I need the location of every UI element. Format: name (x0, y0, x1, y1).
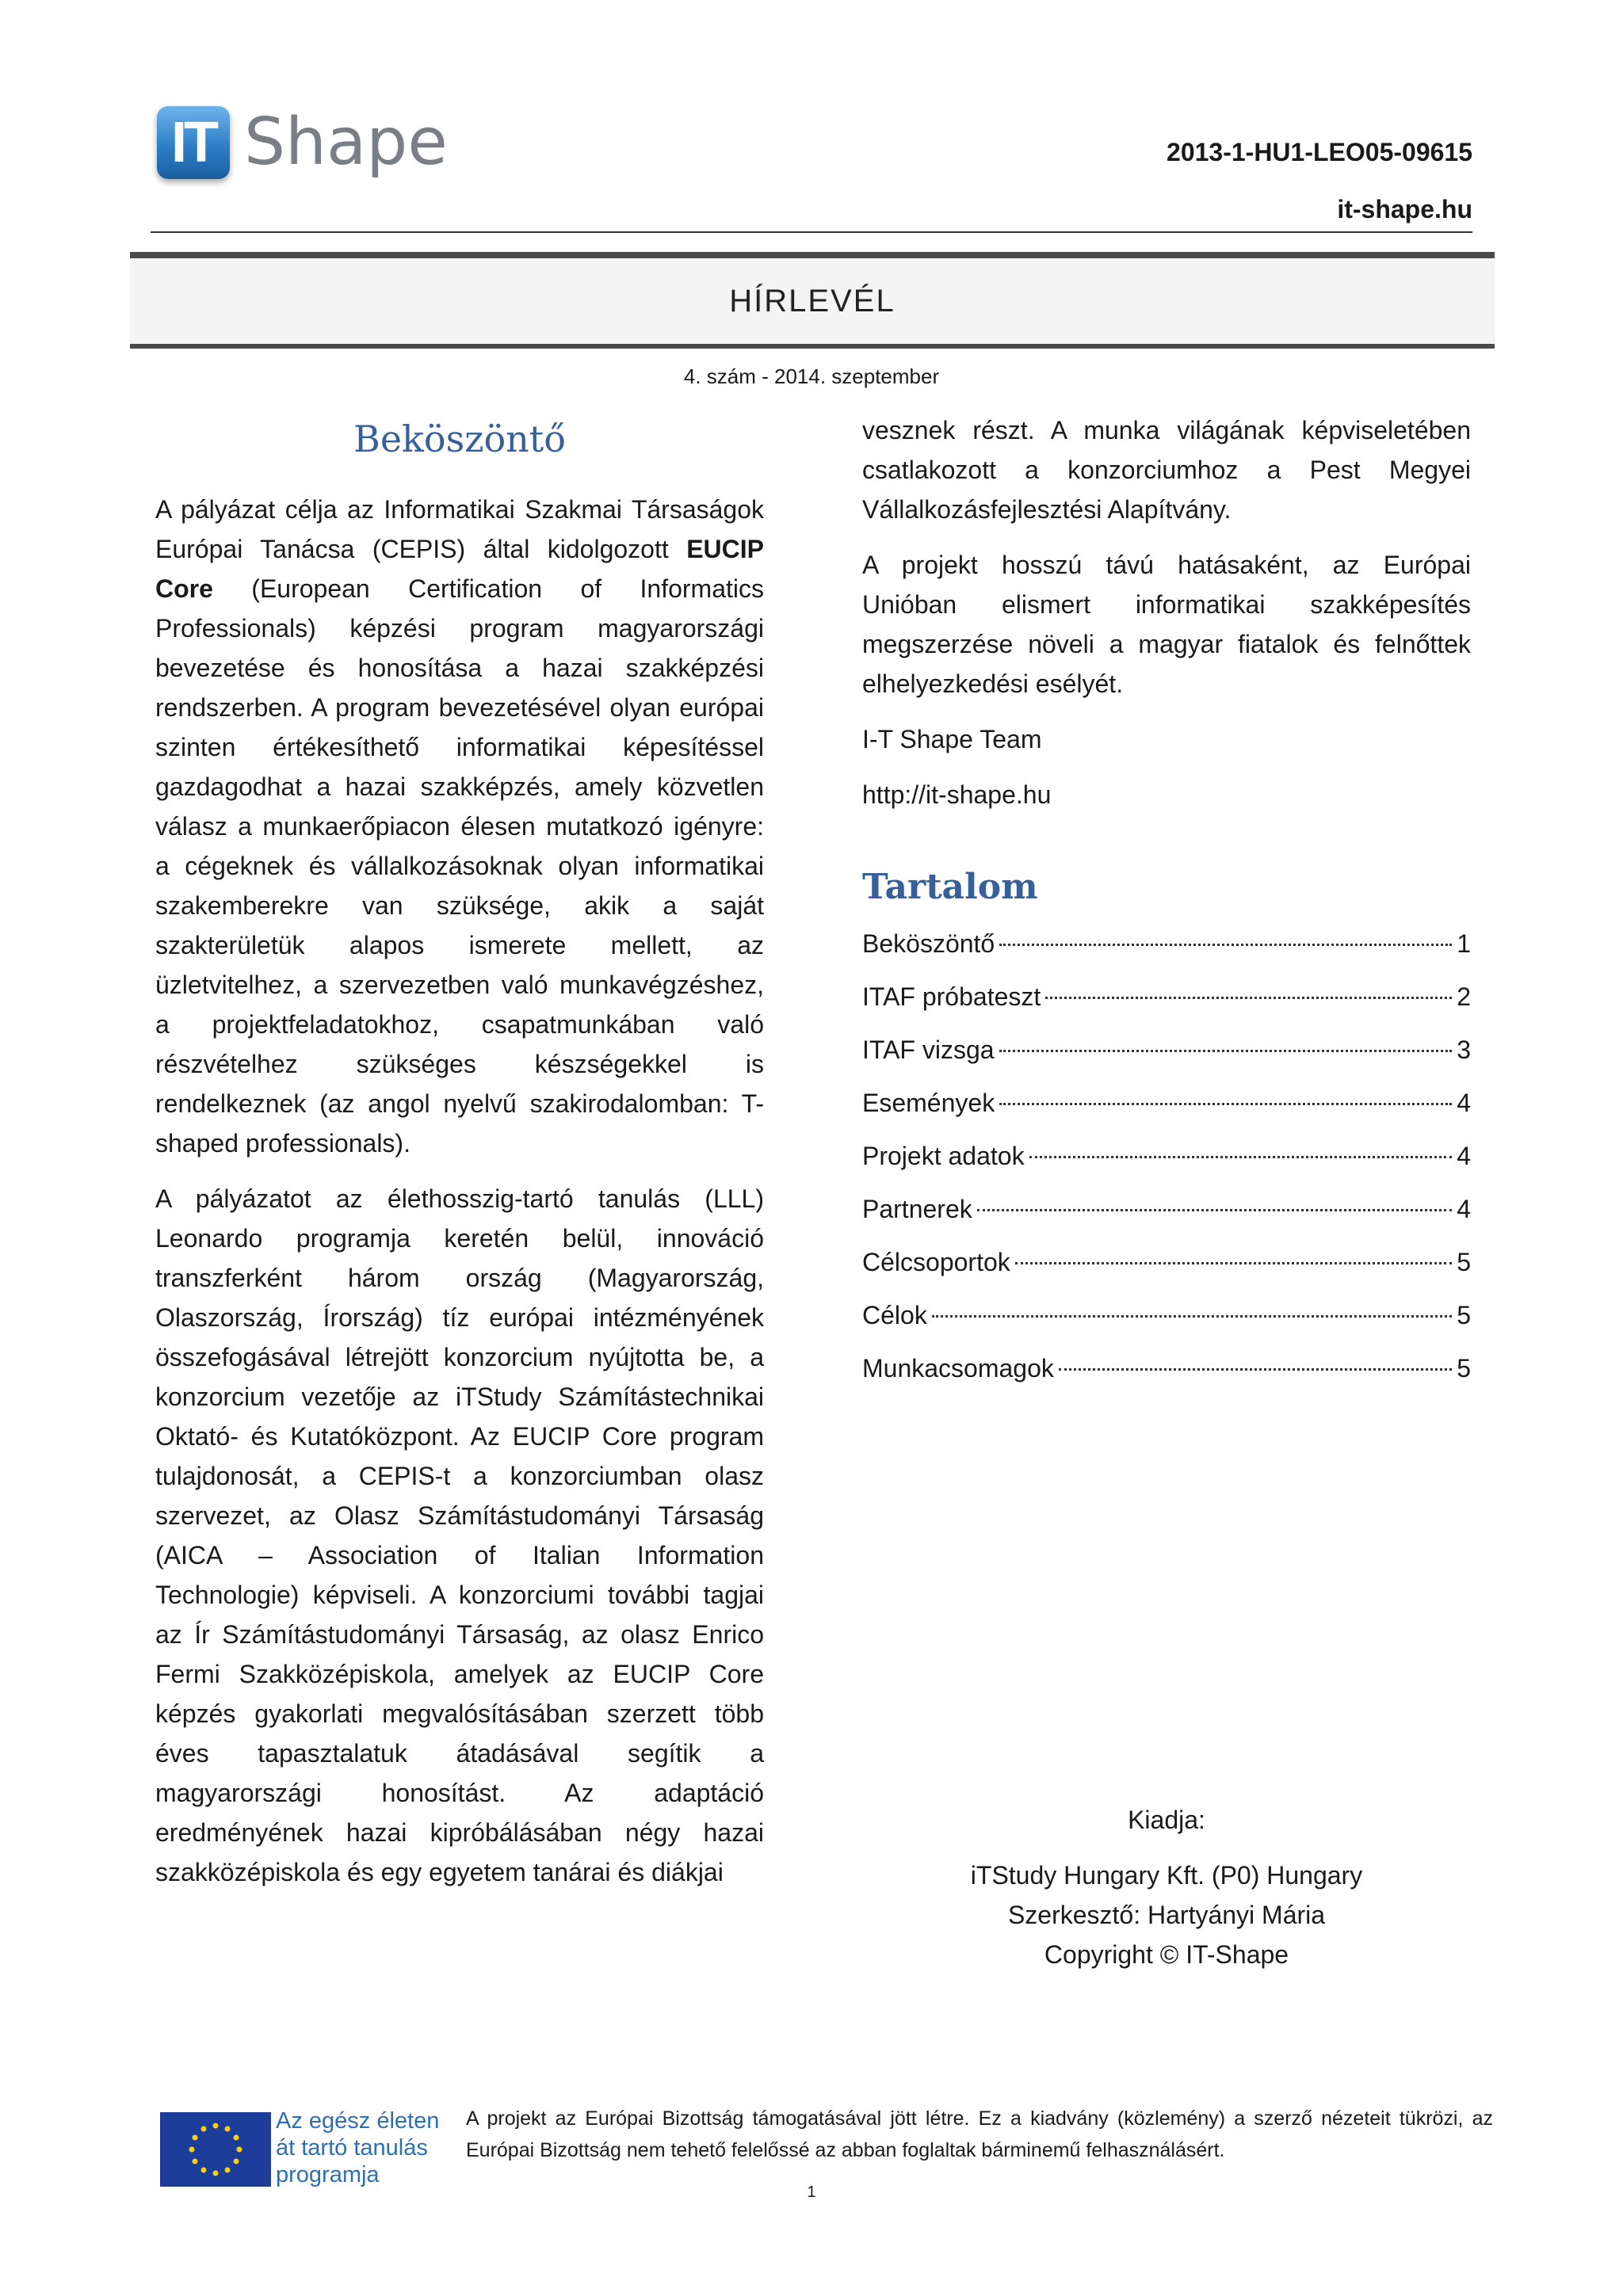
toc-entry[interactable] (862, 1183, 1471, 1236)
toc-entry-label: Beköszöntő (862, 929, 995, 958)
toc-entry[interactable] (862, 1289, 1471, 1342)
paragraph-text: A pályázat célja az Informatikai Szakmai Társaságok Európai Tanácsa (CEPIS) által kidolgozott (155, 495, 764, 563)
welcome-paragraph-1 (155, 490, 764, 1163)
right-column (862, 410, 1471, 1395)
publisher-block (862, 1800, 1471, 1974)
toc-entry-page: 5 (1457, 1354, 1471, 1383)
toc-entry-label: Célok (862, 1301, 927, 1329)
welcome-heading: Beköszöntő (353, 418, 566, 460)
team-signature: I-T Shape Team (862, 725, 1042, 753)
toc-entry-label: Munkacsomagok (862, 1354, 1054, 1383)
toc-entry-page: 2 (1457, 982, 1471, 1011)
toc-entry[interactable] (862, 917, 1471, 971)
toc-entry-page: 5 (1457, 1301, 1471, 1329)
toc-entry[interactable] (862, 971, 1471, 1024)
toc-entry-page: 4 (1457, 1089, 1471, 1117)
toc-entry-label: Célcsoportok (862, 1248, 1010, 1276)
lifelong-learning-programme-logo (276, 2107, 439, 2188)
toc-entry-label: ITAF próbateszt (862, 982, 1041, 1011)
toc-entry-label: Projekt adatok (862, 1142, 1025, 1170)
toc-leader (999, 1103, 1452, 1105)
toc-title: Tartalom (862, 867, 1038, 907)
toc-entry-label: Események (862, 1089, 995, 1117)
publisher-label: Kiadja: (1128, 1806, 1205, 1834)
toc-entry-page: 5 (1457, 1248, 1471, 1276)
header-divider (151, 231, 1472, 233)
toc-entry-page: 1 (1457, 929, 1471, 958)
publisher-editor: Szerkesztő: Hartyányi Mária (1007, 1901, 1326, 1929)
toc-entry[interactable] (862, 1077, 1471, 1130)
toc-leader (1045, 997, 1452, 999)
eucip-core-bold: EUCIP Core (155, 535, 764, 603)
toc-leader (999, 1050, 1453, 1052)
publisher-copyright: Copyright © IT-Shape (1044, 1940, 1289, 1969)
table-of-contents (862, 917, 1471, 1395)
toc-entry[interactable] (862, 1342, 1471, 1395)
logo-mark: IT (157, 106, 230, 179)
logo-word: Shape (244, 105, 448, 180)
toc-entry-page: 4 (1457, 1195, 1471, 1223)
welcome-paragraph-2: A pályázatot az élethosszig-tartó tanulás (LLL) Leonardo programja keretén belül, innováció transzferként három ország (Magyarország, Olaszország, Írország) tíz európai intézményének összefogásával létrejött konzorcium nyújtotta be, a konzorcium vezetője az iTStudy Számítástechnikai Oktató- és Kutatóközpont. Az EUCIP Core program tulajdonosát, a CEPIS-t a konzorciumban olasz szervezet, az Olasz Számítástudományi Társaság (AICA – Association of Italian Information Technologie) képviseli. A konzorciumi további tagjai az Ír Számítástudományi Társaság, az olasz Enrico Fermi Szakközépiskola, amelyek az EUCIP Core képzés gyakorlati megvalósításában szerzett több éves tapasztalatuk átadásával segítik a magyarországi honosítást. Az adaptáció eredményének hazai kipróbálásában négy hazai szakközépiskola és egy egyetem tanárai és diákjai (155, 1184, 764, 1886)
toc-entry-label: ITAF vizsga (862, 1035, 995, 1064)
left-column (155, 410, 764, 1908)
eu-logo-line: át tartó tanulás (276, 2135, 428, 2161)
toc-entry-page: 3 (1457, 1035, 1471, 1064)
toc-leader (999, 944, 1452, 946)
welcome-paragraph-4: A projekt hosszú távú hatásaként, az Európai Unióban elismert informatikai szakképesítés megszerzése növeli a magyar fiatalok és felnőttek elhelyezkedési esélyét. (862, 551, 1471, 698)
toc-entry-page: 4 (1457, 1142, 1471, 1170)
eu-disclaimer: A projekt az Európai Bizottság támogatásával jött létre. Ez a kiadvány (közlemény) a szerző nézeteit tükrözi, az Európai Bizottság nem tehető felelőssé az abban foglaltak bárminemű felhasználásért. (466, 2107, 1493, 2161)
eu-logo-line: Az egész életen (276, 2108, 440, 2134)
banner-title: HÍRLEVÉL (729, 283, 896, 318)
paragraph-text: (European Certification of Informatics Professionals) képzési program magyarországi bevezetése és honosítása a hazai szakképzési rendszerben. A program bevezetésével olyan európai szinten értékesíthető informatikai képesítéssel gazdagodhat a hazai szakképzés, amely közvetlen válasz a munkaerőpiacon élesen mutatkozó igényre: a cégeknek és vállalkozásoknak olyan informatikai szakemberekre van szüksége, akik a saját szakterületük alapos ismerete mellett, az üzletvitelhez, a szervezetben való munkavégzéshez, a projektfeladatokhoz, csapatmunkában való részvételhez szükséges készségekkel is rendelkeznek (az angol nyelvű szakirodalomban: T-shaped professionals). (155, 574, 764, 1158)
website-label: it-shape.hu (1337, 195, 1472, 223)
welcome-paragraph-3: vesznek részt. A munka világának képviseletében csatlakozott a konzorciumhoz a Pest Megyei Vállalkozásfejlesztési Alapítvány. (862, 416, 1471, 524)
eu-logo-line: programja (276, 2162, 380, 2187)
eu-flag-icon (160, 2112, 271, 2187)
issue-line: 4. szám - 2014. szeptember (683, 364, 940, 388)
project-code: 2013-1-HU1-LEO05-09615 (1167, 138, 1472, 166)
it-shape-logo (151, 101, 448, 189)
toc-entry-label: Partnerek (862, 1195, 972, 1223)
toc-leader (1059, 1368, 1452, 1371)
page-number: 1 (807, 2183, 816, 2201)
spacer (862, 1840, 1471, 1855)
toc-entry[interactable] (862, 1236, 1471, 1289)
project-url[interactable]: http://it-shape.hu (862, 780, 1052, 809)
publisher-company: iTStudy Hungary Kft. (P0) Hungary (970, 1861, 1363, 1890)
newsletter-banner (130, 252, 1495, 349)
toc-leader (932, 1315, 1452, 1318)
toc-leader (977, 1209, 1452, 1211)
toc-entry[interactable] (862, 1024, 1471, 1077)
toc-entry[interactable] (862, 1130, 1471, 1183)
toc-leader (1015, 1262, 1452, 1264)
toc-leader (1029, 1156, 1453, 1158)
